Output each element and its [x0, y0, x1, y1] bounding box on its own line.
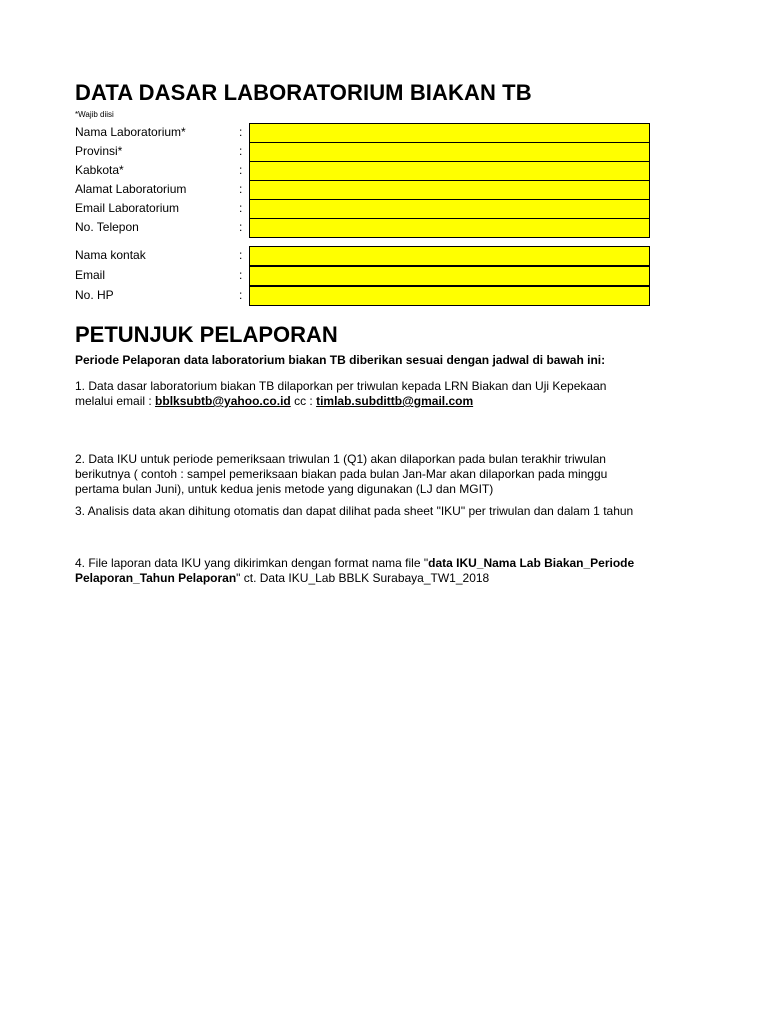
- field-label: No. HP: [75, 288, 114, 302]
- field-colon: :: [239, 268, 243, 282]
- field-colon: :: [239, 201, 243, 215]
- instruction-item-2: 2. Data IKU untuk periode pemeriksaan triwulan 1 (Q1) akan dilaporkan pada bulan terakhir triwulan berikutnya ( contoh : sampel pemeriksaan biakan pada bulan Jan-Mar akan dilaporkan pada minggu pertama bulan Juni), untuk kedua jenis metode yang digunakan (LJ dan MGIT): [75, 452, 608, 496]
- field-label: Email: [75, 268, 106, 282]
- instruction-item-1: [75, 379, 645, 409]
- field-label: Nama Laboratorium*: [75, 125, 186, 139]
- instruction-item-4: [75, 556, 645, 586]
- field-colon: :: [239, 125, 243, 139]
- field-colon: :: [239, 144, 243, 158]
- email-link-bblksubtb[interactable]: bblksubtb@yahoo.co.id: [155, 394, 291, 408]
- field-label: Nama kontak: [75, 248, 146, 262]
- email-link-timlab[interactable]: timlab.subdittb@gmail.com: [316, 394, 474, 408]
- field-colon: :: [239, 220, 243, 234]
- form-row-kabkota: [75, 161, 650, 180]
- cc-text: cc :: [290, 394, 317, 408]
- field-label: Alamat Laboratorium: [75, 182, 187, 196]
- document-title: DATA DASAR LABORATORIUM BIAKAN TB: [75, 80, 532, 105]
- instruction-item-4-prefix: 4. File laporan data IKU yang dikirimkan dengan format nama file ": [75, 556, 429, 570]
- provinsi-field[interactable]: [249, 142, 650, 162]
- nama-laboratorium-field[interactable]: [249, 123, 650, 143]
- email-laboratorium-field[interactable]: [249, 199, 650, 219]
- instruction-item-1-text: 1. Data dasar laboratorium biakan TB dilaporkan per triwulan kepada LRN Biakan dan Uji Kepekaan melalui email :: [75, 379, 607, 408]
- field-label: Email Laboratorium: [75, 201, 180, 215]
- form-row-nama-kontak: [75, 246, 650, 265]
- nama-kontak-field[interactable]: [249, 246, 650, 266]
- kabkota-field[interactable]: [249, 161, 650, 181]
- form-row-no-telepon: [75, 218, 650, 237]
- field-label: No. Telepon: [75, 220, 139, 234]
- instruction-item-4-suffix: " ct. Data IKU_Lab BBLK Surabaya_TW1_2018: [236, 571, 490, 585]
- form-row-no-hp: [75, 286, 650, 305]
- field-label: Provinsi*: [75, 144, 123, 158]
- form-row-alamat-laboratorium: [75, 180, 650, 199]
- field-colon: :: [239, 288, 243, 302]
- form-row-provinsi: [75, 142, 650, 161]
- form-row-email-laboratorium: [75, 199, 650, 218]
- field-colon: :: [239, 248, 243, 262]
- filename-format: data IKU_Nama Lab Biakan_Periode Pelaporan_Tahun Pelaporan: [75, 556, 635, 585]
- no-telepon-field[interactable]: [249, 218, 650, 238]
- field-colon: :: [239, 163, 243, 177]
- email-field[interactable]: [249, 266, 650, 286]
- alamat-laboratorium-field[interactable]: [249, 180, 650, 200]
- form-row-nama-laboratorium: [75, 123, 650, 142]
- field-label: Kabkota*: [75, 163, 124, 177]
- no-hp-field[interactable]: [249, 286, 650, 306]
- field-colon: :: [239, 182, 243, 196]
- required-note: *Wajib diisi: [75, 110, 114, 119]
- instructions-intro: Periode Pelaporan data laboratorium biakan TB diberikan sesuai dengan jadwal di bawah ini:: [75, 353, 606, 367]
- instructions-heading: PETUNJUK PELAPORAN: [75, 322, 338, 347]
- form-row-email: [75, 266, 650, 285]
- instruction-item-3: 3. Analisis data akan dihitung otomatis dan dapat dilihat pada sheet "IKU" per triwulan dan dalam 1 tahun: [75, 504, 634, 518]
